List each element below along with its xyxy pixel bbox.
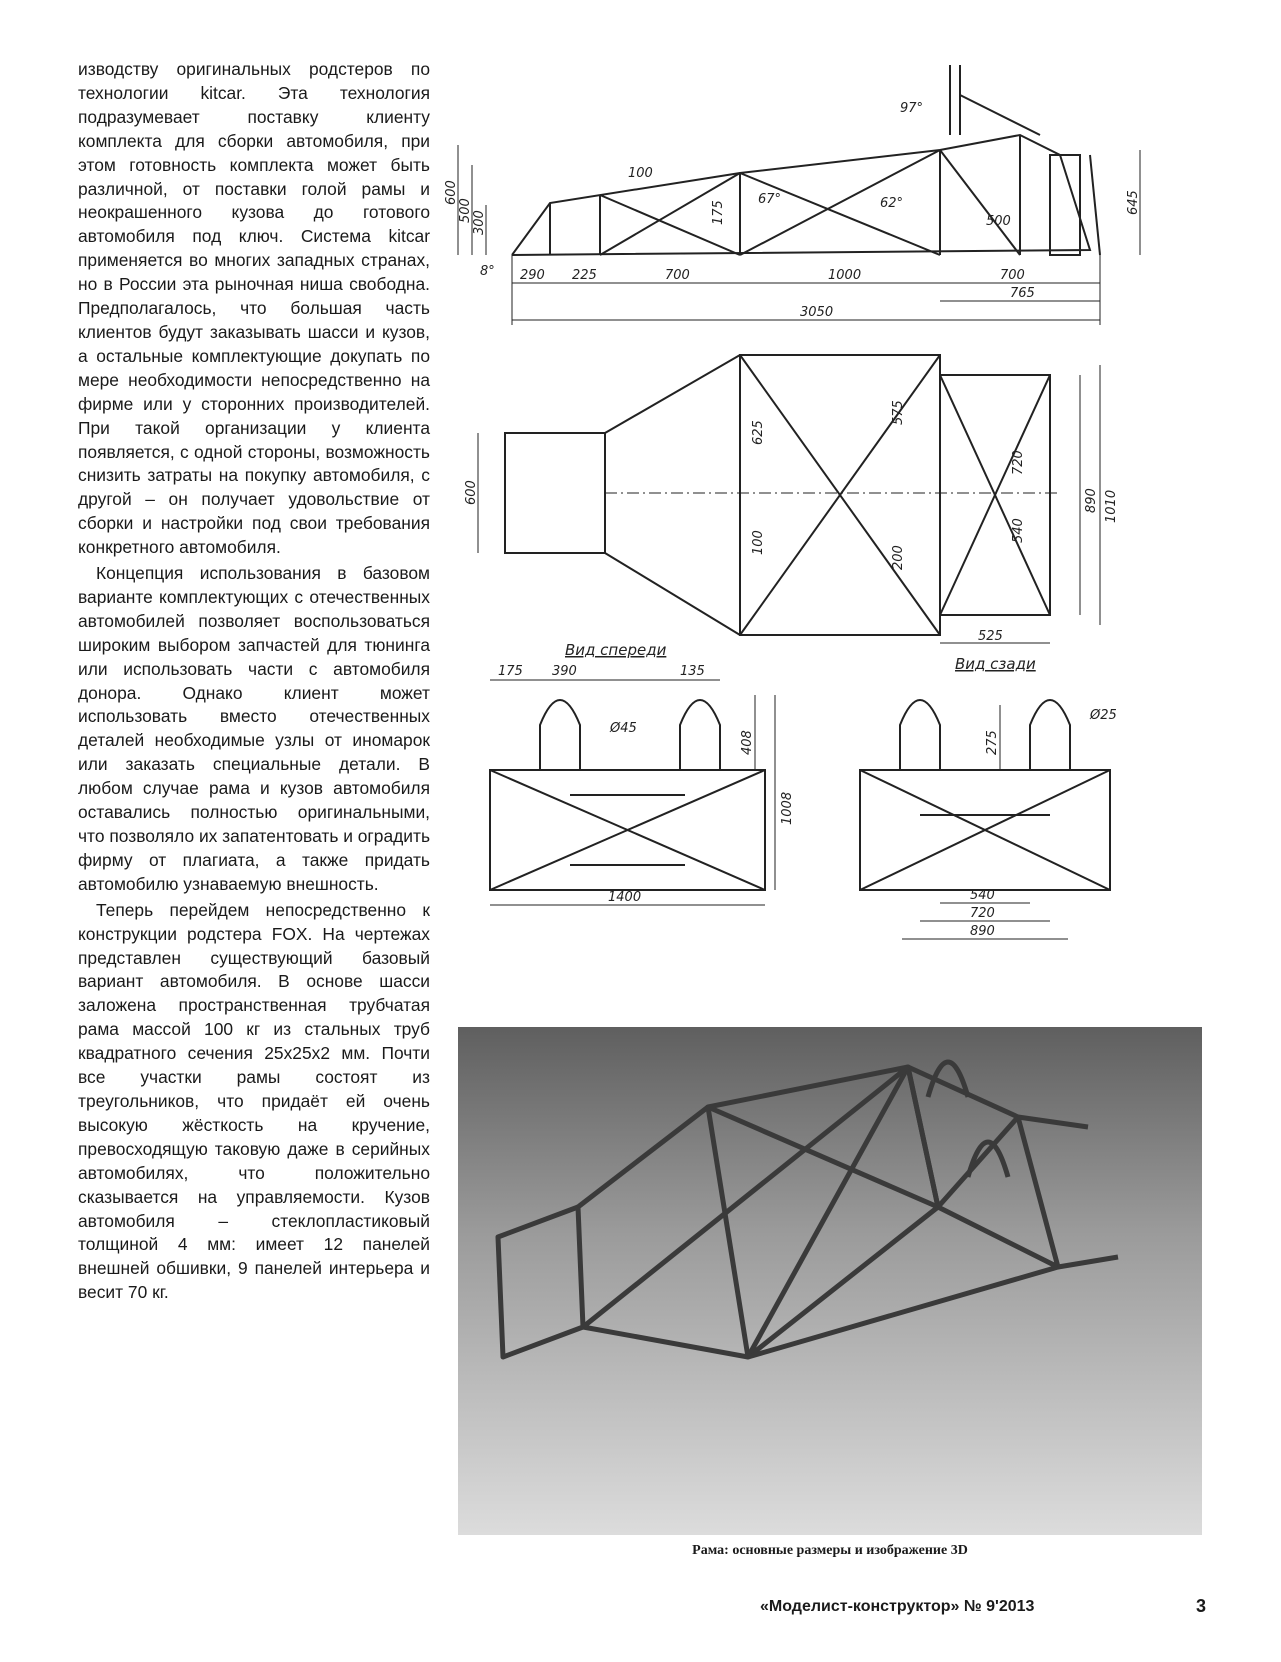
- top-view-dimension: 200: [891, 545, 906, 570]
- page-number: 3: [1196, 1596, 1207, 1616]
- total-length-dimension: 3050: [800, 305, 834, 320]
- rear-view-label: Вид сзади: [955, 655, 1036, 673]
- figure-caption: Рама: основные размеры и изображение 3D: [692, 1543, 968, 1558]
- top-view-dimension: 540: [1011, 518, 1026, 543]
- angle-label: 8°: [480, 264, 495, 279]
- rear-view-dimension: 890: [970, 924, 995, 939]
- bottom-dimension: 290: [520, 268, 545, 283]
- bottom-dimension: 225: [572, 268, 597, 283]
- height-dimension: 600: [444, 180, 459, 205]
- front-view-label: Вид спереди: [565, 641, 667, 659]
- front-view-dimension: 408: [740, 730, 755, 755]
- height-dimension: 175: [711, 200, 726, 225]
- frame-3d-illustration: [458, 1027, 1202, 1535]
- rear-dimension: 765: [1010, 286, 1035, 301]
- technical-drawings: [440, 55, 1240, 1015]
- front-view-dimension: 390: [552, 664, 577, 679]
- article-text-column: [78, 58, 430, 1305]
- article-paragraph: изводству оригинальных родстеров по технологии kitcar. Эта технология подразумевает поставку клиенту комплекта для сборки автомобиля, при этом готовность комплекта может быть различной, от поставки голой рамы и неокрашенного кузова до готового автомобиля под ключ. Система kitcar применяется во многих западных странах, но в России эта рыночная ниша свободна. Предполагалось, что большая часть клиентов будут заказывать шасси и кузов, а остальные комплектующие докупать по мере необходимости непосредственно на фирме или у сторонних производителей. При такой организации у клиента появляется, с одной стороны, возможность снизить затраты на покупку автомобиля, с другой – он получает удовольствие от сборки и настройки под свои требования конкретного автомобиля.: [78, 59, 430, 558]
- angle-label: 97°: [900, 101, 924, 116]
- top-view-dimension: 625: [751, 420, 766, 445]
- side-view-dimension-lines: [458, 145, 1140, 325]
- top-view-drawing: [505, 355, 1060, 635]
- front-view-dimension: 1008: [780, 791, 795, 825]
- article-paragraph: Концепция использования в базовом варианте комплектующих с отечественных автомобилей позволяет воспользоваться широким выбором запчастей для тюнинга или использовать части с автомобиля донора. Однако клиент может использовать вместо отечественных деталей необходимые узлы от иномарок или заказать специальные детали. В любом случае рама и кузов автомобиля оставались полностью оригинальными, что позволяло их запатентовать и оградить фирму от плагиата, а также придать автомобилю узнаваемую внешность.: [78, 563, 431, 894]
- front-view-dimension: 135: [680, 664, 705, 679]
- top-view-dimension: 600: [464, 480, 479, 505]
- rear-view-drawing: [860, 700, 1110, 890]
- top-view-dimension: 100: [751, 530, 766, 555]
- top-dimension: 500: [986, 214, 1011, 229]
- angle-label: 62°: [880, 196, 904, 211]
- front-view-dimension: 1400: [608, 890, 642, 905]
- article-paragraph: Теперь перейдем непосредственно к конструкции родстера FOX. На чертежах представлен существующий базовый вариант автомобиля. В основе шасси заложена пространственная трубчатая рама массой 100 кг из стальных труб квадратного сечения 25x25x2 мм. Почти все участки рамы состоят из треугольников, что придаёт ей очень высокую жёсткость на кручение, превосходящую таковую даже в серийных автомобилях, что положительно сказывается на управляемости. Кузов автомобиля – стеклопластиковый толщиной 4 мм: имеет 12 панелей внешней обшивки, 9 панелей интерьера и весит 70 кг.: [78, 899, 430, 1303]
- bottom-dimension: 700: [1000, 268, 1025, 283]
- frame-3d-render: [458, 1027, 1202, 1535]
- top-view-dimension: 890: [1084, 488, 1099, 513]
- rear-view-dimension: 720: [970, 906, 995, 921]
- angle-label: 67°: [758, 192, 782, 207]
- top-view-dimension: 720: [1011, 450, 1026, 475]
- top-view-dimension-lines: [478, 365, 1100, 643]
- top-view-dimension: 575: [891, 400, 906, 425]
- bottom-dimension: 1000: [828, 268, 862, 283]
- height-dimension: 300: [472, 210, 487, 235]
- rear-view-dimension: 275: [985, 730, 1000, 755]
- top-view-dimension: 525: [978, 629, 1003, 644]
- rear-view-dimension: Ø25: [1090, 708, 1117, 723]
- front-view-dimension: 175: [498, 664, 523, 679]
- top-view-dimension: 1010: [1104, 489, 1119, 523]
- rear-view-dimension: 540: [970, 888, 995, 903]
- side-view-drawing: [512, 65, 1100, 255]
- height-dimension: 645: [1126, 190, 1141, 215]
- magazine-footer: «Моделист-конструктор» № 9'2013: [760, 1598, 1035, 1615]
- bottom-dimension: 700: [665, 268, 690, 283]
- front-view-dimension: Ø45: [610, 721, 637, 736]
- top-dimension: 100: [628, 166, 653, 181]
- height-dimension: 500: [458, 198, 473, 223]
